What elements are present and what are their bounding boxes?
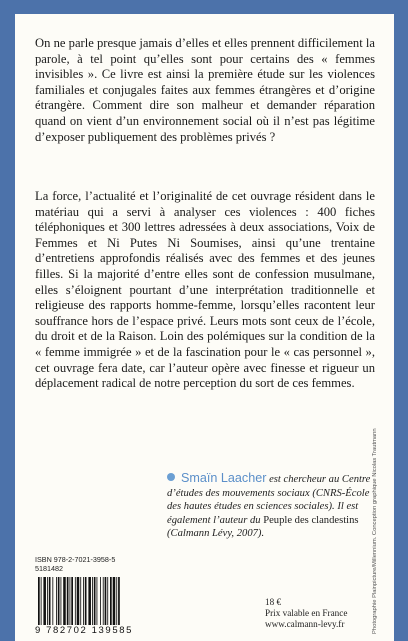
barcode-bar bbox=[71, 577, 73, 625]
publisher-website: www.calmann-levy.fr bbox=[265, 619, 345, 629]
isbn-label: ISBN 978-2-7021-3958-5 bbox=[35, 555, 116, 564]
barcode-bar bbox=[58, 577, 60, 625]
author-name: Smaïn Laacher bbox=[181, 471, 267, 485]
barcode-bar bbox=[88, 577, 91, 625]
barcode-bar bbox=[38, 577, 40, 625]
price-block bbox=[265, 597, 385, 630]
barcode-bar bbox=[94, 577, 96, 625]
author-book-title: Peuple des clandestins bbox=[263, 514, 359, 526]
credits-vertical: Photographie Plainpicture/Millennium. Conception graphique Nicolas Trautmann bbox=[372, 428, 378, 634]
barcode-bar bbox=[56, 577, 57, 625]
back-cover-page bbox=[15, 14, 394, 641]
barcode-bar bbox=[110, 577, 112, 625]
barcode-bar bbox=[118, 577, 120, 625]
bullet-icon bbox=[167, 473, 175, 481]
barcode-bar bbox=[41, 577, 42, 625]
price-note: Prix valable en France bbox=[265, 608, 348, 618]
barcode-bar bbox=[105, 577, 107, 625]
barcode-bar bbox=[83, 577, 84, 625]
barcode-bar bbox=[92, 577, 93, 625]
barcode-bar bbox=[116, 577, 117, 625]
barcode-bar bbox=[63, 577, 66, 625]
barcode-bar bbox=[97, 577, 98, 625]
barcode-icon bbox=[35, 577, 155, 625]
barcode-bar bbox=[49, 577, 51, 625]
barcode-bar bbox=[107, 577, 108, 625]
barcode-number: 9 782702 139585 bbox=[35, 625, 133, 636]
barcode-bar bbox=[85, 577, 87, 625]
barcode-bar bbox=[61, 577, 62, 625]
barcode-bar bbox=[47, 577, 48, 625]
barcode-bar bbox=[52, 577, 53, 625]
author-bio-text-1: est chercheur au Centre d’études des mouvements sociaux (CNRS-École des hautes études en sciences sociales). Il est également l’auteur du bbox=[167, 474, 371, 526]
blurb-paragraph-2: La force, l’actualité et l’originalité de cet ouvrage résident dans le matériau qui a servi à analyser ces violences : 400 fiches téléphoniques et 300 lettres adressées à deux associations, Voix de Femmes et Ni Putes Ni Soumises, ainsi qu’une trentaine d’entretiens approfondis réalisés avec des femmes et des jeunes filles. Si la majorité d’entre elles sont de confession musulmane, elles s’éloignent pourtant d’une interprétation traditionnelle et religieuse des rapports homme-femme, lorsqu’elles racontent leur souffrance hors de l’espace privé. Leurs mots sont ceux de l’école, du droit et de la Raison. Loin des polémiques sur la condition de la « femme immigrée » et de la fascination pour le « cas personnel », cet ouvrage fera date, car l’auteur opère avec finesse et rigueur un déplacement radical de notre perception du sort de ces femmes. bbox=[35, 189, 375, 391]
barcode-block bbox=[35, 555, 175, 635]
barcode-bar bbox=[70, 577, 71, 625]
barcode-bar bbox=[103, 577, 104, 625]
barcode-bar bbox=[100, 577, 101, 625]
price-amount: 18 € bbox=[265, 597, 282, 607]
blurb-paragraph-1: On ne parle presque jamais d’elles et elles prennent difficilement la parole, à tel point qu’elles sont pour certains des « femmes invisibles ». Ce livre est ainsi la première étude sur les violences familiales et conjugales faites aux femmes étrangères et d’origine étrangère. Comment dire son malheur et demander réparation quand on vient d’un environnement social où il n’est pas légitime d’exposer publiquement des problèmes privés ? bbox=[35, 36, 375, 144]
barcode-bar bbox=[77, 577, 80, 625]
author-bio bbox=[167, 472, 382, 541]
barcode-bar bbox=[43, 577, 46, 625]
barcode-bar bbox=[67, 577, 69, 625]
product-code: 5181482 bbox=[35, 564, 63, 573]
barcode-bar bbox=[80, 577, 81, 625]
barcode-bar bbox=[113, 577, 116, 625]
author-bio-text-2: (Calmann Lévy, 2007). bbox=[167, 528, 265, 540]
barcode-bar bbox=[75, 577, 76, 625]
